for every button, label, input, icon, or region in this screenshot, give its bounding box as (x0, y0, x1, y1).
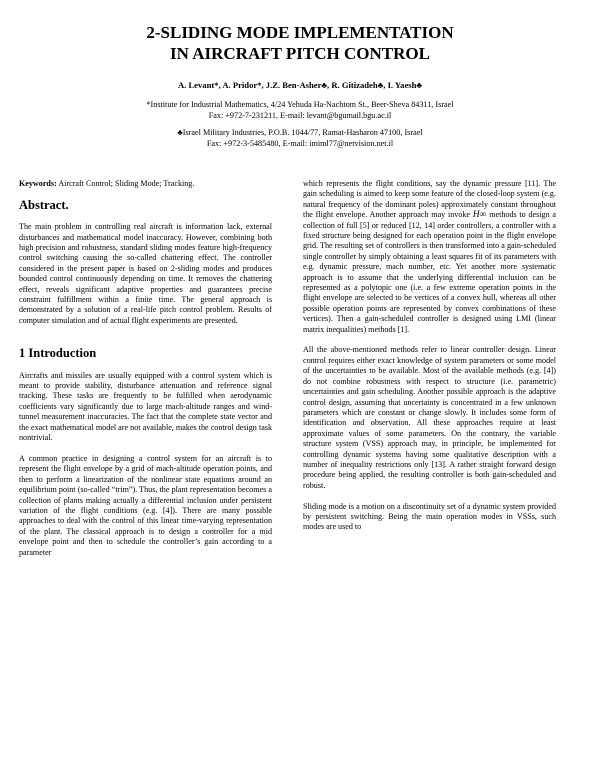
section-1-heading: 1 Introduction (19, 346, 97, 361)
author-list: A. Levant*, A. Pridor*, J.Z. Ben-Asher♣, R. Gitizadeh♣, I. Yaesh♣ (177, 80, 423, 90)
intro-paragraph-1: Aircrafts and missiles are usually equipped with a control system which is meant to provide stability, disturbance attenuation and reference signal tracking. These tasks are frequently to be fulfilled when aerodynamic coefficients vary significantly due to large mach-altitude ranges and wind-tunnel measurement inaccuracies. The fact that the complete state vector and the exact mathematical model are not available, makes the control design task nontrivial. (19, 370, 272, 443)
affiliation-1-address: *Institute for Industrial Mathematics, 4/24 Yehuda Ha-Nachtom St., Beer-Sheva 84311, Israel (146, 100, 454, 109)
keywords-text: Aircraft Control; Sliding Mode; Tracking. (56, 179, 195, 188)
affiliation-1 (0, 100, 600, 121)
right-paragraph-1 (303, 179, 556, 335)
right-paragraph-2: All the above-mentioned methods refer to linear controller design. Linear control requires either exact knowledge of system parameters or some model of the uncertainties to be available. Most of the available methods (e.g. [4]) do not combine robustness with respect to structure (i.e. parametric) uncertainties and gain scheduling. Another possible approach is the adaptive control design, assuming that uncertainty is concentrated in a few unknown parameters which are constant or change slowly. It includes some form of identification and observation. All these approaches require at least approximate values of some parameters. On the contrary, the variable structure system (VSS) approach may, in principle, be implemented for controlling dynamic systems having some qualitative description with a number of inequality restrictions only [13]. A rather straight forward design procedure being applied, the resulting controller is both gain-scheduled and robust. (303, 345, 556, 490)
right-column (303, 179, 556, 543)
right-paragraph-3: Sliding mode is a motion on a discontinuity set of a dynamic system provided by persistent switching. Being the main operation modes in VSSs, such modes are used to (303, 501, 556, 532)
right-paragraph-1-part-b: methods to design a collection of full [5] or reduced [12, 14] order controllers, a controller with a fixed structure being designed for each operation point in the flight envelope grid. The resulting set of controllers is then transformed into a gain-scheduled single controller by simply obtaining a least squares fit of its parameters with e.g. dynamic pressure, mach number, etc. Yet another more systematic approach is to assume that the underlying differential inclusion can be represented as a polytopic one (i.e. a few extreme operation points in the flight envelope are selected to be vertices of a convex hull, whereas all other possible operation points are represented by convex combinations of these vertices). Then a gain-scheduled controller is designed using LMI (linear matrix inequalities) methods [1]. (303, 210, 556, 334)
affiliation-1-contact: Fax: +972-7-231211, E-mail: levant@bgumail.bgu.ac.il (208, 110, 392, 120)
left-column (19, 179, 272, 568)
keywords-label: Keywords: (19, 179, 57, 188)
affiliation-2-address: ♣Israel Military Industries, P.O.B. 1044/77, Ramat-Hasharon 47100, Israel (177, 128, 423, 137)
paper-title (0, 22, 600, 64)
abstract-heading: Abstract. (19, 197, 69, 212)
keywords (19, 179, 272, 189)
intro-paragraph-2: A common practice in designing a control system for an aircraft is to represent the flight envelope by a grid of mach-altitude operation points, and then to perform a linearization of the nonlinear state equations around an equilibrium point (so-called “trim”). Thus, the plant representation becomes a collection of plants making actually a differential inclusion under persistent variation of the flight conditions (e.g. [4]). There are many possible approaches to deal with the control of this linear time-varying representation of the plant. The classical approach is to design a controller for a mid envelope point and then to schedule the controller’s gain according to a parameter (19, 453, 272, 557)
title-line-2: IN AIRCRAFT PITCH CONTROL (170, 44, 430, 63)
affiliation-2 (0, 128, 600, 149)
affiliation-2-contact: Fax: +972-3-5485480, E-mail: imiml77@netvision.net.il (206, 138, 394, 148)
abstract-text: The main problem in controlling real aircraft is information lack, external disturbances and mathematical model inaccuracy. However, combining both high precision and robustness, standard sliding modes feature high-frequency control switching causing the so-called chattering effect. The controller considered in the present paper is based on 2-sliding modes and produces bounded control continuously depending on time. It removes the chattering effect, reveals significant adaptive properties and guarantees precise constraint fulfillment within a finite time. The general approach is demonstrated by a solution of a real-life pitch control problem. Results of computer simulation and of actual flight experiments are presented. (19, 222, 272, 325)
title-line-1: 2-SLIDING MODE IMPLEMENTATION (146, 23, 454, 42)
h-infinity-symbol: H∞ (472, 210, 487, 221)
right-paragraph-1-part-a: which represents the flight conditions, say the dynamic pressure [11]. The gain scheduling is aimed to keep some feature of the closed-loop system (e.g. natural frequency of the dominant poles) approximately constant throughout the flight envelope. Another approach may invoke (303, 179, 556, 220)
